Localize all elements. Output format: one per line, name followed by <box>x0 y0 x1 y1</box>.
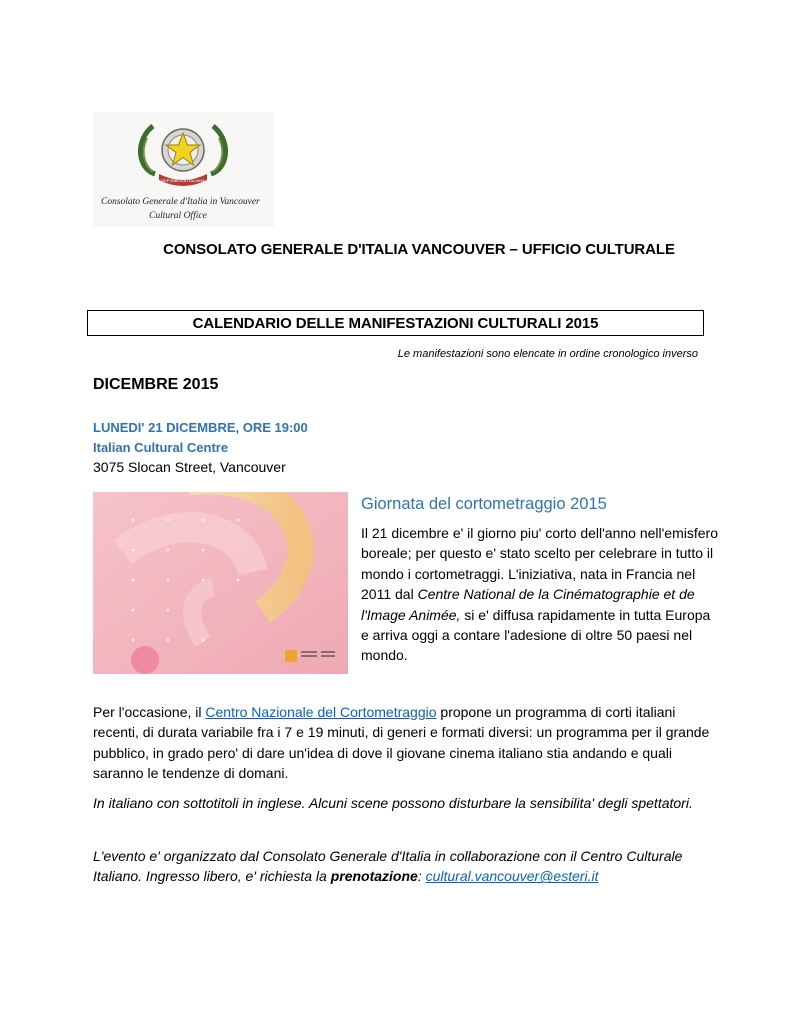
description-italic-text: Centre National de la Cinématographie et de l'Image Animée, <box>361 586 695 623</box>
description-text-end: si e' diffusa rapidamente in tutta Europa e arriva oggi a contare l'adesione di oltre 50 paesi nel mondo. <box>361 606 711 664</box>
event-description <box>361 523 721 666</box>
subtitles-note: In italiano con sottotitoli in inglese. Alcuni scene possono disturbare la sensibilita' degli spettatori. <box>93 795 693 811</box>
organization-heading: CONSOLATO GENERALE D'ITALIA VANCOUVER – UFFICIO CULTURALE <box>163 241 675 258</box>
organizer-note <box>93 846 723 887</box>
event-address: 3075 Slocan Street, Vancouver <box>93 459 286 475</box>
booking-colon: : <box>417 868 426 885</box>
booking-label: prenotazione <box>330 868 418 885</box>
short-film-day-poster <box>93 492 348 674</box>
centro-nazionale-cortometraggio-link[interactable]: Centro Nazionale del Cortometraggio <box>205 704 437 720</box>
organizer-text: L'evento e' organizzato dal Consolato Generale d'Italia in collaborazione con il Centro Culturale Italiano. Ingresso libero, e' richiesta la <box>93 848 683 885</box>
event-venue: Italian Cultural Centre <box>93 440 229 455</box>
program-paragraph <box>93 702 723 784</box>
svg-text:Cultural Office: Cultural Office <box>149 211 207 221</box>
poster-image <box>93 492 348 674</box>
program-rest: propone un programma di corti italiani recenti, di durata variabile fra i 7 e 19 minuti, di generi e formati diversi: un programma per il grande pubblico, in grado pero' di dare un'idea di dove il giovane cinema italiano stia andando e quali saranno le tendenze di domani. <box>93 704 710 782</box>
booking-email-link[interactable]: cultural.vancouver@esteri.it <box>425 868 599 885</box>
month-heading: DICEMBRE 2015 <box>93 376 219 393</box>
event-date-time: LUNEDI' 21 DICEMBRE, ORE 19:00 <box>93 420 308 435</box>
consulate-logo <box>93 112 274 227</box>
program-intro: Per l'occasione, il <box>93 704 206 720</box>
calendar-title: CALENDARIO DELLE MANIFESTAZIONI CULTURALI 2015 <box>192 314 599 332</box>
svg-text:REPVBBLICA ITALIANA: REPVBBLICA ITALIANA <box>161 178 205 183</box>
description-text: Il 21 dicembre e' il giorno piu' corto dell'anno nell'emisfero boreale; per questo e' stato scelto per celebrare in tutto il mondo i cortometraggi. L'iniziativa, nata in Francia nel 2011 dal <box>361 525 718 603</box>
calendar-title-box <box>87 310 704 336</box>
order-note: Le manifestazioni sono elencate in ordine cronologico inverso <box>397 348 698 360</box>
svg-text:Consolato Generale d'Italia in: Consolato Generale d'Italia in Vancouver <box>101 197 260 207</box>
italian-republic-emblem-icon <box>93 112 274 227</box>
event-title: Giornata del cortometraggio 2015 <box>361 495 607 513</box>
